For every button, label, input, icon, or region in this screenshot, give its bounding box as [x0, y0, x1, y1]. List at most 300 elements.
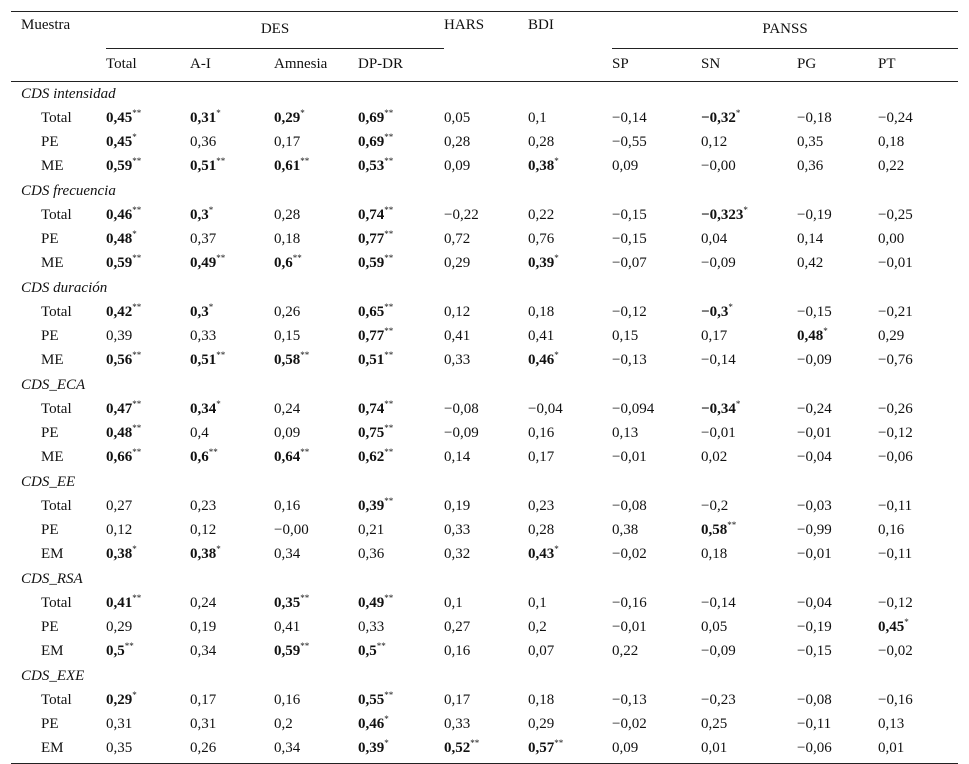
table-row — [11, 446, 958, 470]
value-cell — [797, 155, 878, 179]
cell-value: 0,29 — [274, 110, 301, 126]
table-row — [11, 713, 958, 737]
value-cell — [358, 737, 444, 764]
value-cell — [274, 713, 358, 737]
significance-marker: ** — [132, 423, 142, 433]
value-cell — [106, 131, 190, 155]
value-cell — [190, 325, 274, 349]
cell-value: −0,14 — [701, 595, 736, 611]
cell-value: 0,5 — [358, 643, 377, 659]
cell-value: 0,28 — [444, 134, 471, 150]
row-label: EM — [41, 546, 64, 562]
significance-marker: ** — [132, 253, 142, 263]
cell-value: −0,03 — [797, 498, 832, 514]
significance-marker: ** — [216, 350, 226, 360]
value-cell — [444, 519, 528, 543]
cell-value: 0,29 — [106, 692, 133, 708]
value-cell — [878, 107, 958, 131]
value-cell — [274, 204, 358, 228]
value-cell — [878, 325, 958, 349]
value-cell — [274, 228, 358, 252]
value-cell — [106, 737, 190, 764]
cell-value: −0,24 — [878, 110, 913, 126]
value-cell — [358, 228, 444, 252]
value-cell — [106, 252, 190, 276]
value-cell — [444, 543, 528, 567]
value-cell — [612, 640, 701, 664]
value-cell — [878, 737, 958, 764]
value-cell — [701, 543, 797, 567]
cell-value: 0,41 — [106, 595, 133, 611]
cell-value: 0,72 — [444, 231, 471, 247]
value-cell — [190, 495, 274, 519]
cell-value: −0,15 — [612, 231, 647, 247]
value-cell — [190, 301, 274, 325]
value-cell — [797, 107, 878, 131]
value-cell — [878, 543, 958, 567]
value-cell — [358, 155, 444, 179]
value-cell — [797, 689, 878, 713]
value-cell — [878, 713, 958, 737]
cell-value: −0,21 — [878, 304, 913, 320]
cell-value: 0,35 — [106, 740, 133, 756]
cell-value: 0,17 — [190, 692, 217, 708]
cell-value: −0,04 — [528, 401, 563, 417]
section-title: CDS_EE — [21, 474, 76, 490]
cell-value: 0,46 — [106, 207, 133, 223]
table-row — [11, 228, 958, 252]
row-label: PE — [41, 619, 59, 635]
header-col-amnesia: Amnesia — [274, 48, 358, 81]
cell-value: −0,01 — [878, 255, 913, 271]
cell-value: −0,26 — [878, 401, 913, 417]
cell-value: 0,42 — [106, 304, 133, 320]
value-cell — [612, 398, 701, 422]
significance-marker: ** — [216, 253, 226, 263]
significance-marker: * — [216, 399, 221, 409]
cell-value: −0,22 — [444, 207, 479, 223]
cell-value: −0,19 — [797, 619, 832, 635]
cell-value: 0,55 — [358, 692, 385, 708]
value-cell — [106, 713, 190, 737]
value-cell — [701, 713, 797, 737]
cell-value: 0,48 — [106, 231, 133, 247]
cell-value: 0,31 — [106, 716, 133, 732]
cell-value: 0,17 — [701, 328, 728, 344]
table-row — [11, 301, 958, 325]
cell-value: −0,08 — [444, 401, 479, 417]
cell-value: −0,04 — [797, 595, 832, 611]
value-cell — [106, 349, 190, 373]
significance-marker: ** — [384, 326, 394, 336]
value-cell — [701, 689, 797, 713]
significance-marker: ** — [124, 641, 134, 651]
value-cell — [106, 446, 190, 470]
value-cell — [274, 325, 358, 349]
cell-value: 0,14 — [797, 231, 824, 247]
value-cell — [797, 616, 878, 640]
significance-marker: * — [384, 714, 389, 724]
cell-value: 0,18 — [274, 231, 301, 247]
cell-value: 0,37 — [190, 231, 217, 247]
value-cell — [106, 107, 190, 131]
value-cell — [190, 446, 274, 470]
value-cell — [797, 713, 878, 737]
cell-value: 0,15 — [274, 328, 301, 344]
table-row — [11, 543, 958, 567]
section-title: CDS_EXE — [21, 668, 85, 684]
table-row — [11, 252, 958, 276]
cell-value: −0,32 — [701, 110, 736, 126]
cell-value: 0,12 — [444, 304, 471, 320]
value-cell — [444, 737, 528, 764]
value-cell — [358, 422, 444, 446]
cell-value: 0,58 — [274, 352, 301, 368]
row-label: Total — [41, 498, 72, 514]
cell-value: 0,09 — [612, 740, 639, 756]
cell-value: 0,18 — [878, 134, 905, 150]
value-cell — [106, 325, 190, 349]
value-cell — [701, 737, 797, 764]
cell-value: 0,16 — [444, 643, 471, 659]
value-cell — [612, 495, 701, 519]
table-row — [11, 204, 958, 228]
cell-value: 0,74 — [358, 401, 385, 417]
value-cell — [528, 446, 612, 470]
cell-value: 0,58 — [701, 522, 728, 538]
header-bdi: BDI — [528, 12, 612, 49]
value-cell — [358, 616, 444, 640]
cell-value: 0,14 — [444, 449, 471, 465]
value-cell — [106, 592, 190, 616]
value-cell — [528, 689, 612, 713]
cell-value: 0,34 — [190, 401, 217, 417]
value-cell — [701, 349, 797, 373]
cell-value: 0,66 — [106, 449, 133, 465]
significance-marker: * — [743, 205, 748, 215]
cell-value: 0,13 — [878, 716, 905, 732]
section-row — [11, 567, 958, 592]
value-cell — [106, 398, 190, 422]
cell-value: 0,36 — [358, 546, 385, 562]
significance-marker: ** — [300, 641, 310, 651]
section-title: CDS duración — [21, 280, 108, 296]
cell-value: −0,01 — [797, 425, 832, 441]
significance-marker: ** — [132, 205, 142, 215]
cell-value: 0,19 — [190, 619, 217, 635]
value-cell — [106, 228, 190, 252]
value-cell — [358, 640, 444, 664]
value-cell — [612, 713, 701, 737]
cell-value: −0,01 — [612, 449, 647, 465]
cell-value: 0,05 — [701, 619, 728, 635]
value-cell — [612, 349, 701, 373]
cell-value: 0,29 — [106, 619, 133, 635]
table-body — [11, 81, 958, 763]
value-cell — [612, 325, 701, 349]
significance-marker: ** — [132, 350, 142, 360]
cell-value: 0,33 — [444, 716, 471, 732]
significance-marker: ** — [384, 690, 394, 700]
cell-value: 0,48 — [797, 328, 824, 344]
cell-value: 0,39 — [106, 328, 133, 344]
cell-value: 0,41 — [528, 328, 555, 344]
table-row — [11, 398, 958, 422]
cell-value: −0,094 — [612, 401, 655, 417]
value-cell — [106, 155, 190, 179]
value-cell — [274, 155, 358, 179]
cell-value: 0,47 — [106, 401, 133, 417]
cell-value: 0,1 — [444, 595, 463, 611]
row-label: ME — [41, 449, 64, 465]
header-sub-empty — [11, 48, 106, 81]
cell-value: 0,34 — [274, 740, 301, 756]
value-cell — [701, 252, 797, 276]
cell-value: 0,46 — [528, 352, 555, 368]
value-cell — [797, 252, 878, 276]
header-des: DES — [106, 12, 444, 49]
value-cell — [444, 155, 528, 179]
value-cell — [274, 495, 358, 519]
value-cell — [444, 398, 528, 422]
table-header — [11, 12, 958, 82]
cell-value: 0,38 — [106, 546, 133, 562]
value-cell — [444, 204, 528, 228]
cell-value: 0,29 — [444, 255, 471, 271]
cell-value: −0,23 — [701, 692, 736, 708]
significance-marker: ** — [132, 399, 142, 409]
significance-marker: ** — [384, 205, 394, 215]
cell-value: 0,2 — [528, 619, 547, 635]
cell-value: 0,01 — [878, 740, 905, 756]
cell-value: 0,16 — [878, 522, 905, 538]
value-cell — [878, 228, 958, 252]
cell-value: −0,16 — [612, 595, 647, 611]
cell-value: 0,76 — [528, 231, 555, 247]
section-title: CDS intensidad — [21, 86, 116, 102]
table-row — [11, 495, 958, 519]
cell-value: −0,12 — [878, 425, 913, 441]
header-col-sp: SP — [612, 48, 701, 81]
value-cell — [797, 228, 878, 252]
cell-value: 0,65 — [358, 304, 385, 320]
value-cell — [878, 495, 958, 519]
cell-value: 0,34 — [190, 643, 217, 659]
value-cell — [701, 422, 797, 446]
value-cell — [701, 204, 797, 228]
value-cell — [274, 543, 358, 567]
cell-value: −0,34 — [701, 401, 736, 417]
significance-marker: ** — [300, 593, 310, 603]
cell-value: 0,27 — [106, 498, 133, 514]
table-row — [11, 592, 958, 616]
value-cell — [274, 446, 358, 470]
value-cell — [358, 689, 444, 713]
section-row — [11, 81, 958, 107]
cell-value: 0,22 — [878, 158, 905, 174]
value-cell — [528, 107, 612, 131]
value-cell — [444, 131, 528, 155]
value-cell — [274, 107, 358, 131]
section-row — [11, 664, 958, 689]
cell-value: −0,01 — [612, 619, 647, 635]
value-cell — [878, 422, 958, 446]
value-cell — [612, 592, 701, 616]
value-cell — [358, 349, 444, 373]
significance-marker: ** — [292, 253, 302, 263]
significance-marker: ** — [384, 229, 394, 239]
significance-marker: ** — [384, 496, 394, 506]
cell-value: −0,07 — [612, 255, 647, 271]
value-cell — [612, 689, 701, 713]
table-row — [11, 737, 958, 764]
value-cell — [878, 640, 958, 664]
cell-value: −0,02 — [878, 643, 913, 659]
cell-value: −0,14 — [612, 110, 647, 126]
cell-value: 0,28 — [528, 522, 555, 538]
value-cell — [190, 155, 274, 179]
value-cell — [701, 228, 797, 252]
cell-value: 0,32 — [444, 546, 471, 562]
table-row — [11, 349, 958, 373]
cell-value: −0,08 — [797, 692, 832, 708]
value-cell — [612, 252, 701, 276]
value-cell — [797, 398, 878, 422]
cell-value: 0,77 — [358, 231, 385, 247]
significance-marker: ** — [300, 350, 310, 360]
cell-value: −0,01 — [797, 546, 832, 562]
cell-value: −0,25 — [878, 207, 913, 223]
cell-value: 0,49 — [358, 595, 385, 611]
value-cell — [878, 204, 958, 228]
significance-marker: ** — [554, 738, 564, 748]
value-cell — [106, 204, 190, 228]
cell-value: 0,09 — [612, 158, 639, 174]
header-hars: HARS — [444, 12, 528, 49]
cell-value: −0,09 — [797, 352, 832, 368]
value-cell — [528, 519, 612, 543]
cell-value: 0,69 — [358, 110, 385, 126]
cell-value: 0,5 — [106, 643, 125, 659]
cell-value: 0,2 — [274, 716, 293, 732]
cell-value: 0,38 — [528, 158, 555, 174]
cell-value: 0,35 — [274, 595, 301, 611]
cell-value: 0,33 — [190, 328, 217, 344]
cell-value: −0,55 — [612, 134, 647, 150]
value-cell — [274, 422, 358, 446]
value-cell — [878, 398, 958, 422]
value-cell — [358, 398, 444, 422]
value-cell — [358, 131, 444, 155]
cell-value: 0,38 — [612, 522, 639, 538]
value-cell — [612, 131, 701, 155]
significance-marker: ** — [384, 350, 394, 360]
value-cell — [797, 543, 878, 567]
value-cell — [444, 228, 528, 252]
value-cell — [701, 131, 797, 155]
significance-marker: * — [554, 544, 559, 554]
cell-value: 0,41 — [274, 619, 301, 635]
value-cell — [444, 689, 528, 713]
value-cell — [878, 519, 958, 543]
value-cell — [358, 107, 444, 131]
cell-value: 0,17 — [274, 134, 301, 150]
cell-value: 0,31 — [190, 716, 217, 732]
cell-value: 0,09 — [444, 158, 471, 174]
row-label: Total — [41, 401, 72, 417]
value-cell — [106, 616, 190, 640]
cell-value: 0,24 — [274, 401, 301, 417]
value-cell — [190, 640, 274, 664]
table-row — [11, 131, 958, 155]
value-cell — [190, 713, 274, 737]
cell-value: −0,09 — [444, 425, 479, 441]
value-cell — [528, 398, 612, 422]
cell-value: 0,34 — [274, 546, 301, 562]
value-cell — [701, 519, 797, 543]
value-cell — [612, 446, 701, 470]
cell-value: 0,05 — [444, 110, 471, 126]
value-cell — [612, 155, 701, 179]
value-cell — [444, 592, 528, 616]
cell-value: 0,19 — [444, 498, 471, 514]
value-cell — [358, 446, 444, 470]
value-cell — [274, 689, 358, 713]
cell-value: 0,36 — [190, 134, 217, 150]
significance-marker: ** — [208, 447, 218, 457]
cell-value: 0,23 — [190, 498, 217, 514]
value-cell — [358, 301, 444, 325]
cell-value: −0,11 — [797, 716, 832, 732]
value-cell — [190, 616, 274, 640]
value-cell — [878, 301, 958, 325]
table-row — [11, 640, 958, 664]
cell-value: 0,6 — [190, 449, 209, 465]
cell-value: 0,33 — [444, 352, 471, 368]
cell-value: 0,39 — [358, 740, 385, 756]
cell-value: 0,12 — [190, 522, 217, 538]
value-cell — [612, 616, 701, 640]
value-cell — [358, 252, 444, 276]
significance-marker: ** — [132, 302, 142, 312]
value-cell — [274, 592, 358, 616]
value-cell — [701, 495, 797, 519]
row-label: PE — [41, 231, 59, 247]
header-col-pg: PG — [797, 48, 878, 81]
cell-value: 0,26 — [274, 304, 301, 320]
cell-value: 0,23 — [528, 498, 555, 514]
value-cell — [612, 519, 701, 543]
value-cell — [878, 349, 958, 373]
cell-value: −0,99 — [797, 522, 832, 538]
significance-marker: ** — [727, 520, 737, 530]
value-cell — [190, 737, 274, 764]
value-cell — [358, 543, 444, 567]
value-cell — [106, 495, 190, 519]
cell-value: −0,16 — [878, 692, 913, 708]
table-row — [11, 422, 958, 446]
header-col-total: Total — [106, 48, 190, 81]
value-cell — [528, 737, 612, 764]
section-title: CDS_RSA — [21, 571, 83, 587]
cell-value: 0,25 — [701, 716, 728, 732]
cell-value: 0,02 — [701, 449, 728, 465]
significance-marker: ** — [300, 447, 310, 457]
value-cell — [612, 422, 701, 446]
cell-value: 0,24 — [190, 595, 217, 611]
cell-value: 0,4 — [190, 425, 209, 441]
cell-value: 0,21 — [358, 522, 385, 538]
